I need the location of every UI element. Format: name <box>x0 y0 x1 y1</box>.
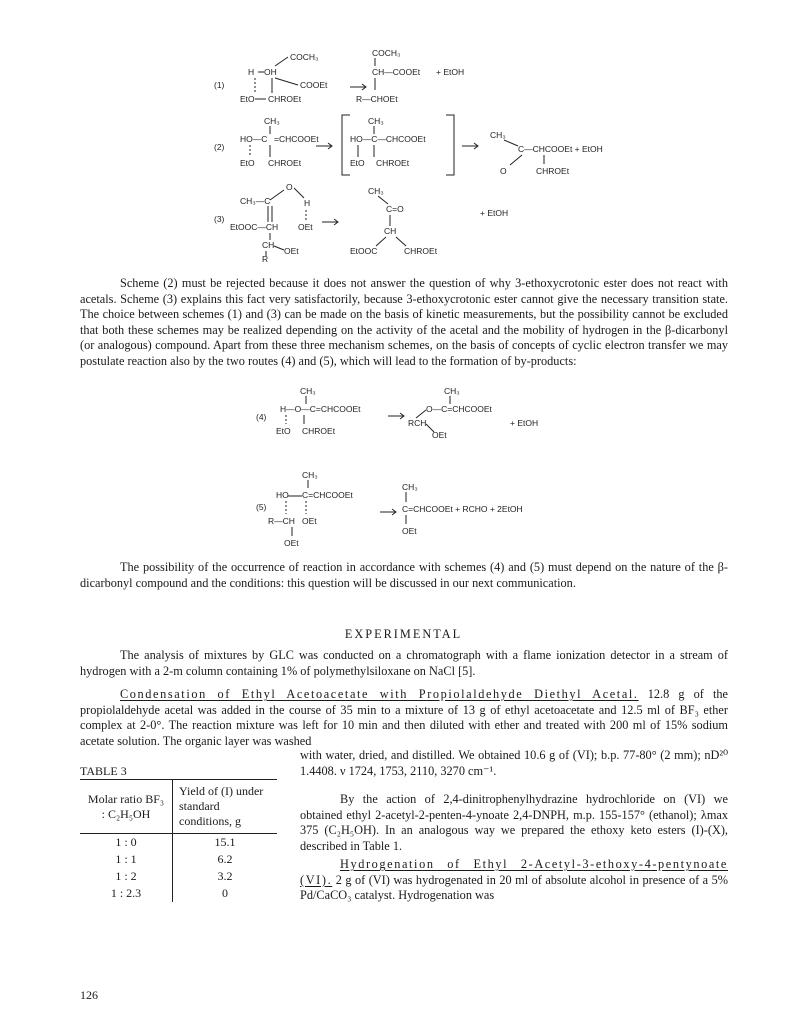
s1-left-chroet: CHROEt <box>268 94 302 104</box>
scheme-2-label: (2) <box>214 142 225 152</box>
s2-right-ch3: CH₃ <box>490 130 506 140</box>
table-cell-ratio: 1 : 2.3 <box>80 885 173 902</box>
paragraph-3-text: The analysis of mixtures by GLC was conducted on a chromatograph with a flame ionization detector in a stream of hydrogen with a 2-m column containing 1% of polymethylsiloxane on NaCl [5]. <box>80 648 728 678</box>
s3-right-chroet: CHROEt <box>404 246 438 256</box>
s2-mid-eto: EtO <box>350 158 365 168</box>
s1-right-coch3: COCH₃ <box>372 48 401 58</box>
table-header-row <box>80 780 277 834</box>
table-cell-yield: 0 <box>222 886 228 900</box>
s2-left-chcooet: =CHCOOEt <box>274 134 319 144</box>
s4-left-eto: EtO <box>276 426 291 436</box>
paragraph-5-text: By the action of 2,4-dinitrophenylhydrazine hydrochloride on (VI) we obtained ethyl 2-acetyl-2-penten-4-ynoate 2,4-DNPH, m.p. 155-157° (ethanol); λmax 375 (C₂H₅OH). In an analogous way we prepared the ethoxy keto esters (I)-(X), described in Table 1. <box>300 792 728 853</box>
s4-right-etoh: + EtOH <box>510 418 539 428</box>
condensation-heading: Condensation of Ethyl Acetoacetate with Propiolaldehyde Diethyl Acetal. <box>120 687 639 701</box>
s2-left-chroet: CHROEt <box>268 158 302 168</box>
page-number: 126 <box>80 988 98 1002</box>
table-cell-ratio: 1 : 2 <box>80 868 173 885</box>
s4-right-ch3: CH₃ <box>444 386 460 396</box>
scheme-5-label: (5) <box>256 502 267 512</box>
table-row <box>80 868 277 885</box>
s3-left-h: H <box>304 198 311 208</box>
table-row <box>80 834 277 852</box>
s3-right-ch: CH <box>384 226 397 236</box>
s5-left-oet-2: OEt <box>284 538 299 548</box>
s5-right-oet: OEt <box>402 526 417 536</box>
condensation-continuation: with water, dried, and distilled. We obtained 10.6 g of (VI); b.p. 77-80° (2 mm); nD²⁰ 1.4408. ν 1724, 1753, 2110, 3270 cm⁻¹. <box>300 748 728 778</box>
s1-right-r-choet: R—CHOEt <box>356 94 398 104</box>
s3-right-etooc: EtOOC <box>350 246 378 256</box>
table-3 <box>80 779 277 902</box>
paragraph-dnph <box>300 792 728 854</box>
s5-left-ho: HO <box>276 490 289 500</box>
s5-left-chcooet: C=CHCOOEt <box>302 490 353 500</box>
table-cell-ratio: 1 : 0 <box>80 834 173 852</box>
s4-left-chroet: CHROEt <box>302 426 336 436</box>
s2-left-eto: EtO <box>240 158 255 168</box>
s5-left-oet: OEt <box>302 516 317 526</box>
scheme-3-label: (3) <box>214 214 225 224</box>
s5-right-main: C=CHCOOEt + RCHO + 2EtOH <box>402 504 523 514</box>
table-cell-ratio: 1 : 1 <box>80 851 173 868</box>
s4-right-rch: RCH <box>408 418 427 428</box>
table-cell-yield: 6.2 <box>217 852 233 866</box>
scheme-1-label: (1) <box>214 80 225 90</box>
reaction-schemes-4-5 <box>240 382 570 552</box>
s5-left-ch3: CH₃ <box>302 470 318 480</box>
s3-right-etoh: + EtOH <box>480 208 509 218</box>
s1-right-etoh: + EtOH <box>436 67 465 77</box>
s5-right-ch3: CH₃ <box>402 482 418 492</box>
s1-right-cooet: CH—COOEt <box>372 67 421 77</box>
s3-left-ch3c: CH₃—C <box>240 196 271 206</box>
table-row <box>80 885 277 902</box>
s4-right-oc: O—C=CHCOOEt <box>426 404 492 414</box>
s1-left-coch3: COCH₃ <box>290 52 319 62</box>
s1-left-oh: OH <box>264 67 277 77</box>
s2-mid-hoc: HO—C—CHCOOEt <box>350 134 426 144</box>
s2-left-ch3: CH₃ <box>264 116 280 126</box>
s1-left-h: H <box>248 67 255 77</box>
s5-left-rch: R—CH <box>268 516 295 526</box>
s3-left-o: O <box>286 182 293 192</box>
section-heading-experimental: EXPERIMENTAL <box>344 627 463 641</box>
s4-left-hoc: H—O—C=CHCOOEt <box>280 404 361 414</box>
s3-left-oet-2: OEt <box>284 246 299 256</box>
s3-right-co: C=O <box>386 204 404 214</box>
table-cell-yield: 3.2 <box>217 869 233 883</box>
table-cell-yield: 15.1 <box>214 835 236 849</box>
condensation-body: 12.8 g of the propiolaldehyde acetal was added in the course of 35 min to a mixture of 13 g of ethyl acetoacetate and 12.5 ml of BF₃ ether complex at 2-0°. The reaction mixture was left for 10 min and then diluted with ether and treated with 200 ml of 15% sodium acetate solution. The organic layer was washed <box>80 687 728 748</box>
paragraph-1-text: Scheme (2) must be rejected because it does not answer the question of why 3-ethoxycrotonic ester does not react with acetals. Scheme (3) explains this fact very satisfactorily, because 3-ethoxycrotonic ester cannot give the necessary transition state. The choice between schemes (1) and (3) can be made on the basis of kinetic measurements, but the possibility cannot be excluded that both these schemes may be realized depending on the activity of the acetal and the mobility of hydrogen in the β-dicarbonyl (or analogous) compound. Apart from these three mechanism schemes, on the basis of concepts of cyclic electron transfer we may postulate reaction also by the two routes (4) and (5), which will lead to the formation of by-products: <box>80 276 728 368</box>
s1-left-eto: EtO <box>240 94 255 104</box>
reaction-schemes-1-3 <box>200 40 620 265</box>
table-row <box>80 851 277 868</box>
s1-left-cooet: COOEt <box>300 80 328 90</box>
s3-left-etooc-ch: EtOOC—CH <box>230 222 279 232</box>
hydrogenation-heading: Hydrogenation of Ethyl 2-Acetyl-3-ethoxy-4-pentynoate (VI). <box>300 857 728 887</box>
s2-right-c-chcooet: C—CHCOOEt + EtOH <box>518 144 603 154</box>
paragraph-2-text: The possibility of the occurrence of reaction in accordance with schemes (4) and (5) must depend on the nature of the β-dicarbonyl compound and the conditions: this question will be discussed in our next communication. <box>80 560 728 590</box>
paragraph-hydrogenation <box>300 857 728 904</box>
s2-left-hoc: HO—C <box>240 134 268 144</box>
s2-right-chroet: CHROEt <box>536 166 570 176</box>
s3-left-ch: CH <box>262 240 275 250</box>
paragraph-glc-analysis <box>80 648 728 679</box>
paragraph-condensation <box>80 687 728 749</box>
table-3-caption: TABLE 3 <box>80 764 127 778</box>
paragraph-possibility <box>80 560 728 591</box>
s2-mid-chroet: CHROEt <box>376 158 410 168</box>
s4-left-ch3: CH₃ <box>300 386 316 396</box>
hydrogenation-body: 2 g of (VI) was hydrogenated in 20 ml of absolute alcohol in presence of a 5% Pd/CaCO₃ catalyst. Hydrogenation was <box>300 872 729 902</box>
s2-right-o: O <box>500 166 507 176</box>
s3-left-oet: OEt <box>298 222 313 232</box>
table-header-molar-ratio: Molar ratio BF₃ : C₂H₅OH <box>80 780 173 834</box>
table-header-yield: Yield of (I) under standard conditions, g <box>173 780 278 834</box>
paragraph-scheme-discussion <box>80 276 728 369</box>
s4-right-oet: OEt <box>432 430 447 440</box>
scheme-4-label: (4) <box>256 412 267 422</box>
s3-right-ch3: CH₃ <box>368 186 384 196</box>
s3-left-r: R <box>262 254 269 264</box>
s2-mid-ch3: CH₃ <box>368 116 384 126</box>
